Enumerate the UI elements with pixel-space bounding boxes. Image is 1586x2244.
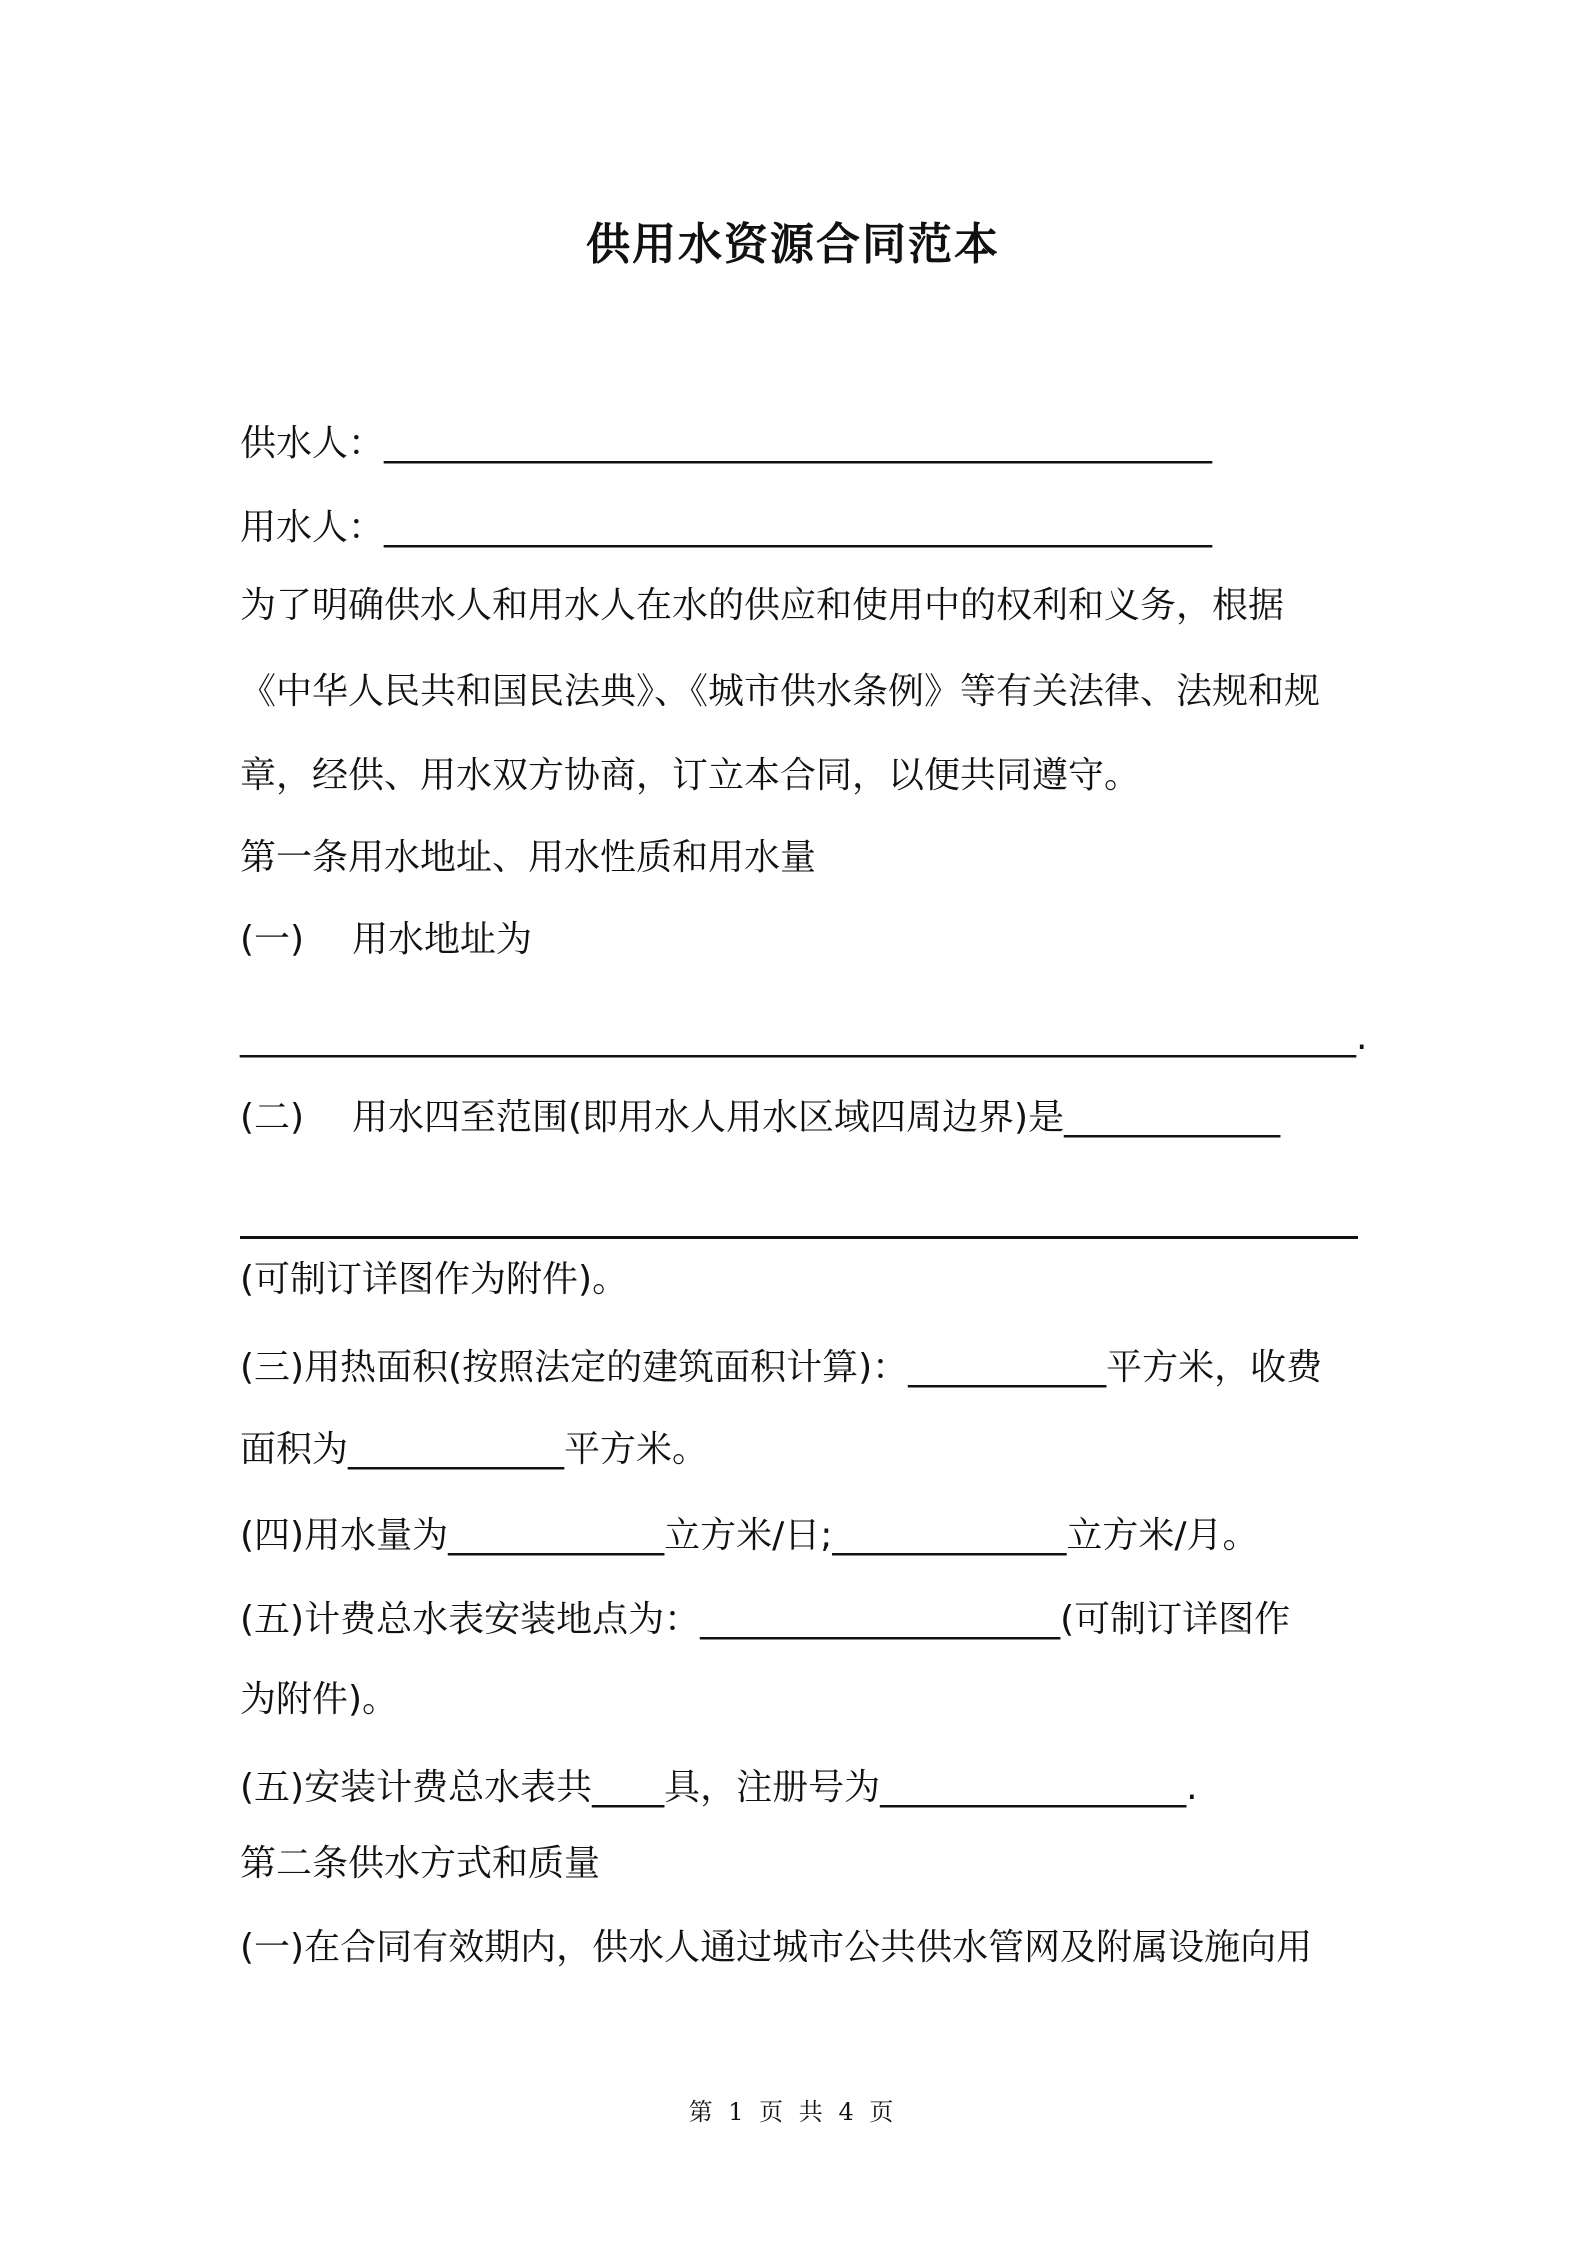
item-5-line: (五)计费总水表安装地点为：____________________(可制订详图作	[240, 1599, 1291, 1640]
intro-paragraph-line: 为了明确供水人和用水人在水的供应和使用中的权利和义务，根据	[240, 585, 1285, 626]
item-3-line: 面积为____________平方米。	[240, 1429, 709, 1470]
item-5-line: 为附件)。	[240, 1679, 399, 1720]
item-text: 用水四至范围(即用水人用水区域四周边界)是____________	[352, 1097, 1281, 1138]
boundary-blank-rule	[240, 1236, 1358, 1239]
item-1-line	[240, 914, 1360, 966]
article-2-item-1-line: (一)在合同有效期内，供水人通过城市公共供水管网及附属设施向用	[240, 1927, 1313, 1968]
item-number: (一)	[240, 919, 305, 960]
item-number: (二)	[240, 1097, 305, 1138]
document-title: 供用水资源合同范本	[586, 219, 1000, 270]
item-2-line	[240, 1092, 1360, 1144]
intro-paragraph-line: 《中华人民共和国民法典》、《城市供水条例》等有关法律、法规和规	[240, 671, 1321, 712]
page-number-footer: 第 1 页 共 4 页	[688, 2098, 898, 2126]
intro-paragraph-line: 章，经供、用水双方协商，订立本合同，以便共同遵守。	[240, 755, 1141, 796]
item-text: 用水地址为	[352, 919, 533, 960]
article-1-heading: 第一条用水地址、用水性质和用水量	[240, 837, 817, 878]
item-5b-line: (五)安装计费总水表共____具，注册号为_________________.	[240, 1767, 1198, 1808]
user-field-line: 用水人：______________________________________________	[240, 507, 1213, 548]
item-3-line: (三)用热面积(按照法定的建筑面积计算)：___________平方米，收费	[240, 1347, 1323, 1388]
address-blank-line: ______________________________________________________________.	[240, 1017, 1368, 1058]
article-2-heading: 第二条供水方式和质量	[240, 1843, 601, 1884]
supplier-field-line: 供水人：______________________________________________	[240, 423, 1213, 464]
attachment-note-line: (可制订详图作为附件)。	[240, 1259, 629, 1300]
item-4-line: (四)用水量为____________立方米/日;_____________立方米/月。	[240, 1515, 1259, 1556]
